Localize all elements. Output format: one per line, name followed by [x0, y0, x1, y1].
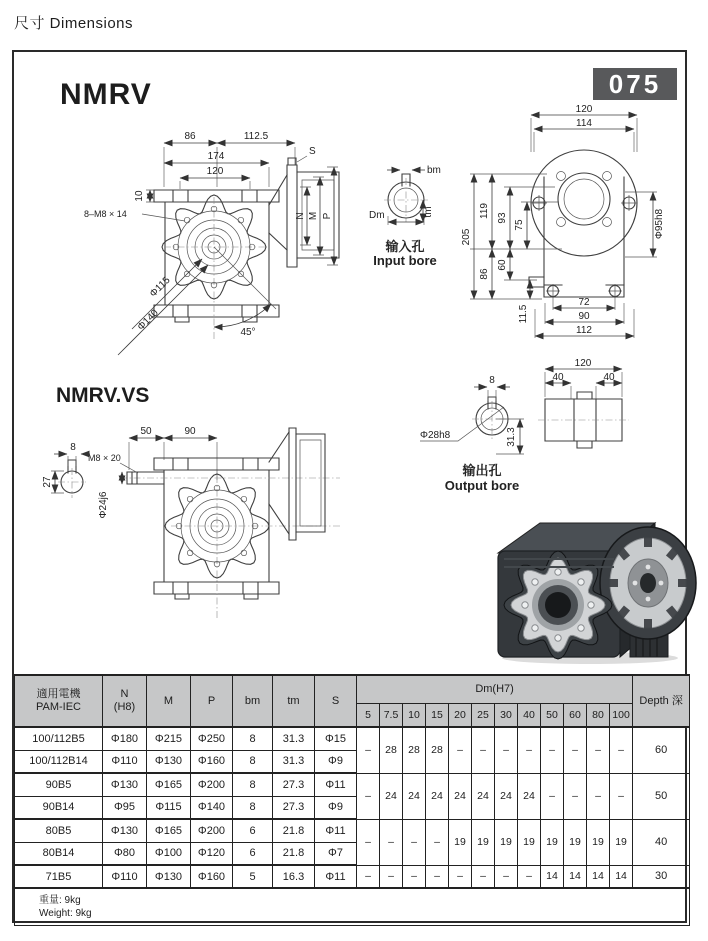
table-cell: 8	[233, 727, 273, 750]
dm-value-cell: 28	[403, 727, 426, 773]
dm-value-cell: 19	[495, 819, 518, 865]
dim-label: 86	[184, 131, 196, 142]
dm-value-cell: 28	[380, 727, 403, 773]
table-cell: Φ7	[315, 842, 357, 865]
dim-label: Φ115	[147, 274, 173, 300]
dim-label: 10	[134, 190, 145, 202]
dim-label: 205	[461, 228, 472, 246]
dim-label: 90	[184, 426, 196, 437]
dim-label: N	[295, 212, 306, 220]
dm-col-header: 80	[587, 703, 610, 727]
dm-value-cell: –	[403, 865, 426, 888]
dm-value-cell: –	[610, 773, 633, 819]
dim-label: tm	[423, 206, 434, 218]
dm-value-cell: 24	[518, 773, 541, 819]
depth-cell: 50	[633, 773, 690, 819]
nmrv-front-view-drawing	[62, 125, 352, 399]
dm-value-cell: –	[426, 865, 449, 888]
table-cell: Φ160	[191, 865, 233, 888]
page-title: 尺寸 Dimensions	[14, 15, 134, 32]
dm-value-cell: 24	[380, 773, 403, 819]
dm-value-cell: 19	[449, 819, 472, 865]
dim-label: Φ95h8	[654, 208, 665, 240]
table-cell: Φ15	[315, 727, 357, 750]
table-row	[15, 773, 690, 796]
dm-value-cell: –	[357, 773, 380, 819]
table-cell: Φ200	[191, 773, 233, 796]
dm-value-cell: –	[495, 865, 518, 888]
table-cell: 21.8	[273, 842, 315, 865]
dimension-table	[14, 674, 690, 926]
table-cell: Φ115	[147, 796, 191, 819]
col-header-tm: tm	[273, 675, 315, 727]
dm-col-header: 10	[403, 703, 426, 727]
table-cell: Φ95	[103, 796, 147, 819]
dm-value-cell: –	[357, 727, 380, 773]
dm-value-cell: –	[587, 773, 610, 819]
row-label: 90B14	[15, 796, 103, 819]
weight-cn: 重量: 9kg	[39, 894, 81, 906]
col-header-p: P	[191, 675, 233, 727]
dm-value-cell: –	[518, 865, 541, 888]
table-cell: Φ110	[103, 865, 147, 888]
table-cell: Φ80	[103, 842, 147, 865]
table-cell: 16.3	[273, 865, 315, 888]
dim-label: 174	[207, 151, 225, 162]
table-cell: Φ100	[147, 842, 191, 865]
table-row	[15, 819, 690, 842]
dim-label: Φ24j6	[98, 491, 109, 519]
dm-value-cell: 19	[564, 819, 587, 865]
dim-label: Φ140	[135, 307, 161, 333]
dm-col-header: 60	[564, 703, 587, 727]
dm-col-header: 25	[472, 703, 495, 727]
dm-value-cell: –	[472, 727, 495, 773]
table-row	[15, 727, 690, 750]
col-header-dm: Dm(H7)	[357, 675, 633, 703]
table-cell: Φ11	[315, 865, 357, 888]
dm-value-cell: 19	[587, 819, 610, 865]
table-cell: 5	[233, 865, 273, 888]
table-cell: Φ130	[147, 865, 191, 888]
dim-label: 119	[479, 203, 490, 219]
table-cell: 31.3	[273, 750, 315, 773]
table-cell: Φ11	[315, 819, 357, 842]
dim-label: 93	[497, 212, 508, 224]
dm-value-cell: –	[449, 865, 472, 888]
table-cell: Φ180	[103, 727, 147, 750]
table-cell: Φ165	[147, 773, 191, 796]
dm-col-header: 15	[426, 703, 449, 727]
output-bore-label-en: Output bore	[444, 478, 520, 493]
dimensions-panel	[12, 50, 687, 923]
table-cell: 8	[233, 750, 273, 773]
dim-label: 27	[42, 476, 53, 488]
table-cell: Φ200	[191, 819, 233, 842]
depth-cell: 60	[633, 727, 690, 773]
dm-value-cell: –	[541, 773, 564, 819]
row-label: 90B5	[15, 773, 103, 796]
dm-value-cell: 24	[426, 773, 449, 819]
row-label: 80B14	[15, 842, 103, 865]
row-label: 80B5	[15, 819, 103, 842]
table-cell: Φ9	[315, 796, 357, 819]
dm-value-cell: –	[564, 727, 587, 773]
dim-label: bm	[427, 165, 441, 176]
dm-value-cell: –	[541, 727, 564, 773]
dm-value-cell: –	[380, 865, 403, 888]
dim-label: P	[322, 212, 333, 220]
dm-col-header: 7.5	[380, 703, 403, 727]
model-label: NMRV	[60, 78, 152, 111]
table-cell: Φ11	[315, 773, 357, 796]
depth-cell: 30	[633, 865, 690, 888]
dim-label: 40	[552, 372, 564, 383]
table-cell: 8	[233, 773, 273, 796]
dm-value-cell: –	[587, 727, 610, 773]
dim-label: 120	[575, 104, 593, 115]
depth-cell: 40	[633, 819, 690, 865]
dm-value-cell: –	[564, 773, 587, 819]
dm-value-cell: 19	[541, 819, 564, 865]
col-header-m: M	[147, 675, 191, 727]
table-cell: Φ9	[315, 750, 357, 773]
dim-label: 75	[514, 219, 525, 231]
table-cell: 27.3	[273, 796, 315, 819]
dim-label: 90	[578, 311, 590, 322]
dim-label: 31.3	[506, 427, 517, 447]
dm-col-header: 5	[357, 703, 380, 727]
dim-label: Φ28h8	[420, 430, 451, 441]
col-header-depth: Depth 深	[633, 675, 690, 727]
table-cell: Φ110	[103, 750, 147, 773]
table-cell: Φ165	[147, 819, 191, 842]
dim-label: 120	[206, 166, 224, 177]
dim-label: 114	[576, 118, 592, 129]
dim-label: Dm	[369, 210, 385, 221]
dm-value-cell: 24	[495, 773, 518, 819]
dm-value-cell: 14	[587, 865, 610, 888]
dim-label: 11.5	[518, 304, 529, 324]
model-vs-label: NMRV.VS	[56, 384, 150, 407]
dim-label: 72	[578, 297, 590, 308]
output-bore-drawing	[412, 357, 677, 502]
gearbox-photo	[480, 495, 702, 667]
dim-label: 8–M8 × 14	[84, 209, 127, 219]
table-row	[15, 865, 690, 888]
dm-value-cell: 14	[564, 865, 587, 888]
dim-label: M8 × 20	[88, 453, 121, 463]
dm-value-cell: –	[472, 865, 495, 888]
nmrv-vs-drawing	[42, 420, 372, 636]
dim-label: 120	[574, 358, 592, 369]
col-header-n: N (H8)	[103, 675, 147, 727]
dim-label: 8	[70, 442, 76, 453]
table-cell: Φ130	[147, 750, 191, 773]
table-cell: Φ250	[191, 727, 233, 750]
dim-label: S	[309, 146, 316, 157]
table-cell: 31.3	[273, 727, 315, 750]
row-label: 71B5	[15, 865, 103, 888]
dm-value-cell: –	[518, 727, 541, 773]
dm-col-header: 50	[541, 703, 564, 727]
input-bore-label-cn: 输入孔	[385, 239, 425, 254]
col-header-pam: 適用電機 PAM-IEC	[15, 675, 103, 727]
dm-value-cell: –	[403, 819, 426, 865]
dm-value-cell: 24	[472, 773, 495, 819]
dm-col-header: 30	[495, 703, 518, 727]
table-cell: 8	[233, 796, 273, 819]
table-cell: 6	[233, 819, 273, 842]
table-cell: 21.8	[273, 819, 315, 842]
dm-value-cell: –	[357, 819, 380, 865]
dim-label: 112.5	[243, 131, 269, 142]
dm-value-cell: –	[495, 727, 518, 773]
table-cell: Φ130	[103, 819, 147, 842]
dm-value-cell: –	[426, 819, 449, 865]
dim-label: 50	[140, 426, 152, 437]
table-cell: Φ130	[103, 773, 147, 796]
dm-value-cell: 24	[403, 773, 426, 819]
dm-value-cell: –	[357, 865, 380, 888]
dim-label: 60	[497, 259, 508, 271]
dm-value-cell: 14	[541, 865, 564, 888]
dm-value-cell: –	[380, 819, 403, 865]
dim-label: 112	[576, 325, 592, 336]
dm-col-header: 20	[449, 703, 472, 727]
dim-label: 86	[479, 268, 490, 280]
table-cell: 27.3	[273, 773, 315, 796]
weight-en: Weight: 9kg	[39, 908, 92, 919]
dm-value-cell: 19	[472, 819, 495, 865]
output-bore-label-cn: 输出孔	[462, 463, 502, 478]
dim-label: 8	[489, 375, 495, 386]
input-bore-label-en: Input bore	[373, 253, 437, 268]
row-label: 100/112B14	[15, 750, 103, 773]
dim-label: 45°	[240, 327, 256, 338]
table-cell: 6	[233, 842, 273, 865]
dm-value-cell: 24	[449, 773, 472, 819]
table-cell: Φ215	[147, 727, 191, 750]
table-cell: Φ140	[191, 796, 233, 819]
dm-value-cell: –	[610, 727, 633, 773]
dm-value-cell: 14	[610, 865, 633, 888]
table-body	[15, 727, 690, 888]
row-label: 100/112B5	[15, 727, 103, 750]
dim-label: M	[308, 211, 319, 221]
dm-value-cell: 19	[610, 819, 633, 865]
col-header-bm: bm	[233, 675, 273, 727]
dm-col-header: 40	[518, 703, 541, 727]
side-view-drawing	[457, 104, 692, 365]
table-cell: Φ160	[191, 750, 233, 773]
dm-value-cell: 28	[426, 727, 449, 773]
dm-value-cell: 19	[518, 819, 541, 865]
col-header-s: S	[315, 675, 357, 727]
size-badge: 075	[593, 68, 677, 100]
weight-row	[15, 888, 690, 926]
drawing-area	[14, 52, 685, 674]
dm-col-header: 100	[610, 703, 633, 727]
table-cell: Φ120	[191, 842, 233, 865]
dim-label: 40	[603, 372, 615, 383]
dm-value-cell: –	[449, 727, 472, 773]
